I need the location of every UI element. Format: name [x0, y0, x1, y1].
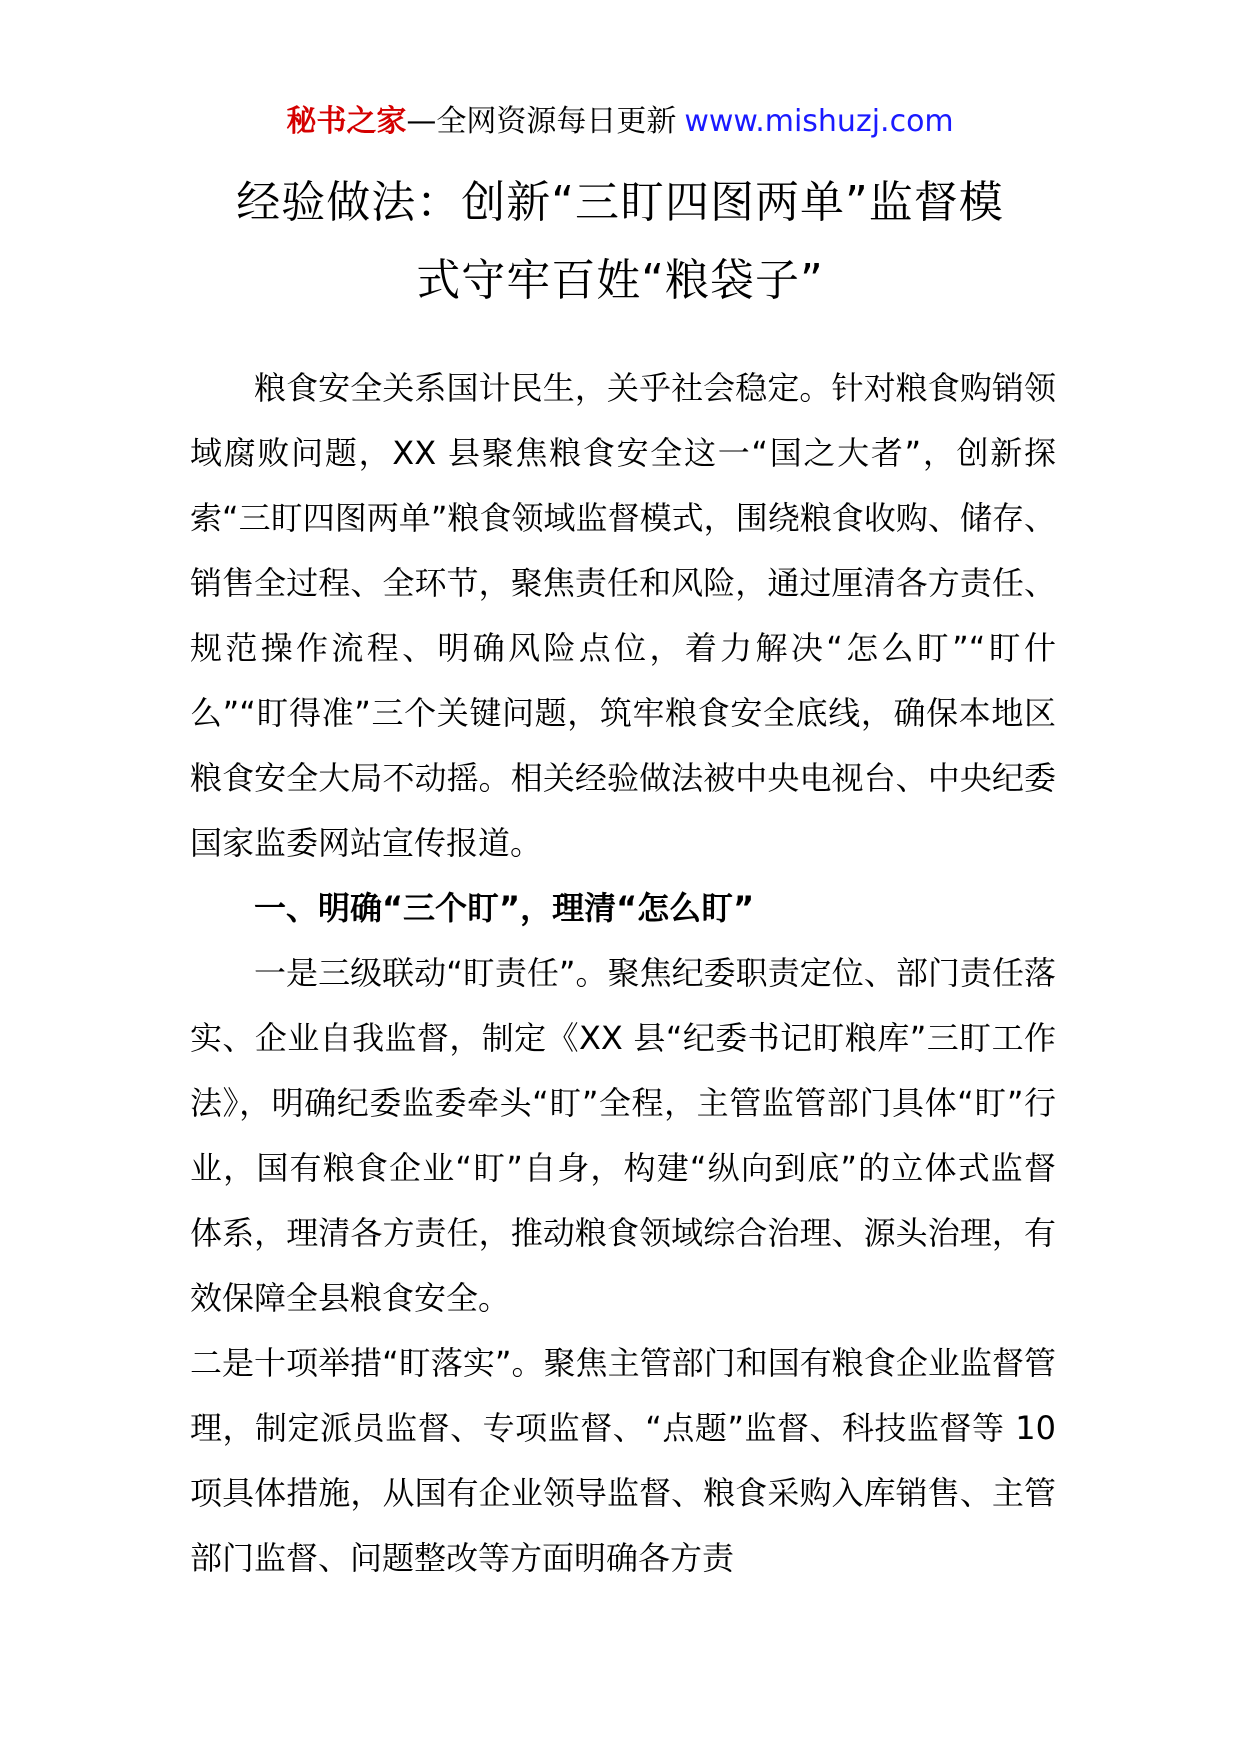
- body-paragraph: 二是十项举措“盯落实”。聚焦主管部门和国有粮食企业监督管理，制定派员监督、专项监督、“点题”监督、科技监督等 10 项具体措施，从国有企业领导监督、粮食采购入库销售、主管部门监督、问题整改等方面明确各方责: [190, 1344, 1056, 1577]
- title-line-1: 经验做法：创新“三盯四图两单”监督模: [236, 177, 1004, 228]
- site-brand: 秘书之家: [286, 104, 407, 139]
- site-url-link[interactable]: www.mishuzj.com: [684, 104, 954, 139]
- site-tagline: —全网资源每日更新: [406, 104, 677, 139]
- title-line-2: 式守牢百姓“粮袋子”: [416, 255, 824, 306]
- section-heading: 一、明确“三个盯”，理清“怎么盯”: [254, 889, 755, 927]
- body-paragraph: 一是三级联动“盯责任”。聚焦纪委职责定位、部门责任落实、企业自我监督，制定《XX 县“纪委书记盯粮库”三盯工作法》，明确纪委监委牵头“盯”全程，主管监管部门具体“盯”行业，国有粮食企业“盯”自身，构建“纵向到底”的立体式监督体系，理清各方责任，推动粮食领域综合治理、源头治理，有效保障全县粮食安全。: [190, 954, 1056, 1317]
- document-title: [150, 164, 1090, 320]
- document-body: [190, 356, 1056, 1591]
- intro-paragraph: 粮食安全关系国计民生，关乎社会稳定。针对粮食购销领域腐败问题，XX 县聚焦粮食安全这一“国之大者”，创新探索“三盯四图两单”粮食领域监督模式，围绕粮食收购、储存、销售全过程、全环节，聚焦责任和风险，通过厘清各方责任、规范操作流程、明确风险点位，着力解决“怎么盯”“盯什么”“盯得准”三个关键问题，筑牢粮食安全底线，确保本地区粮食安全大局不动摇。相关经验做法被中央电视台、中央纪委国家监委网站宣传报道。: [190, 369, 1056, 862]
- site-header: [0, 100, 1240, 144]
